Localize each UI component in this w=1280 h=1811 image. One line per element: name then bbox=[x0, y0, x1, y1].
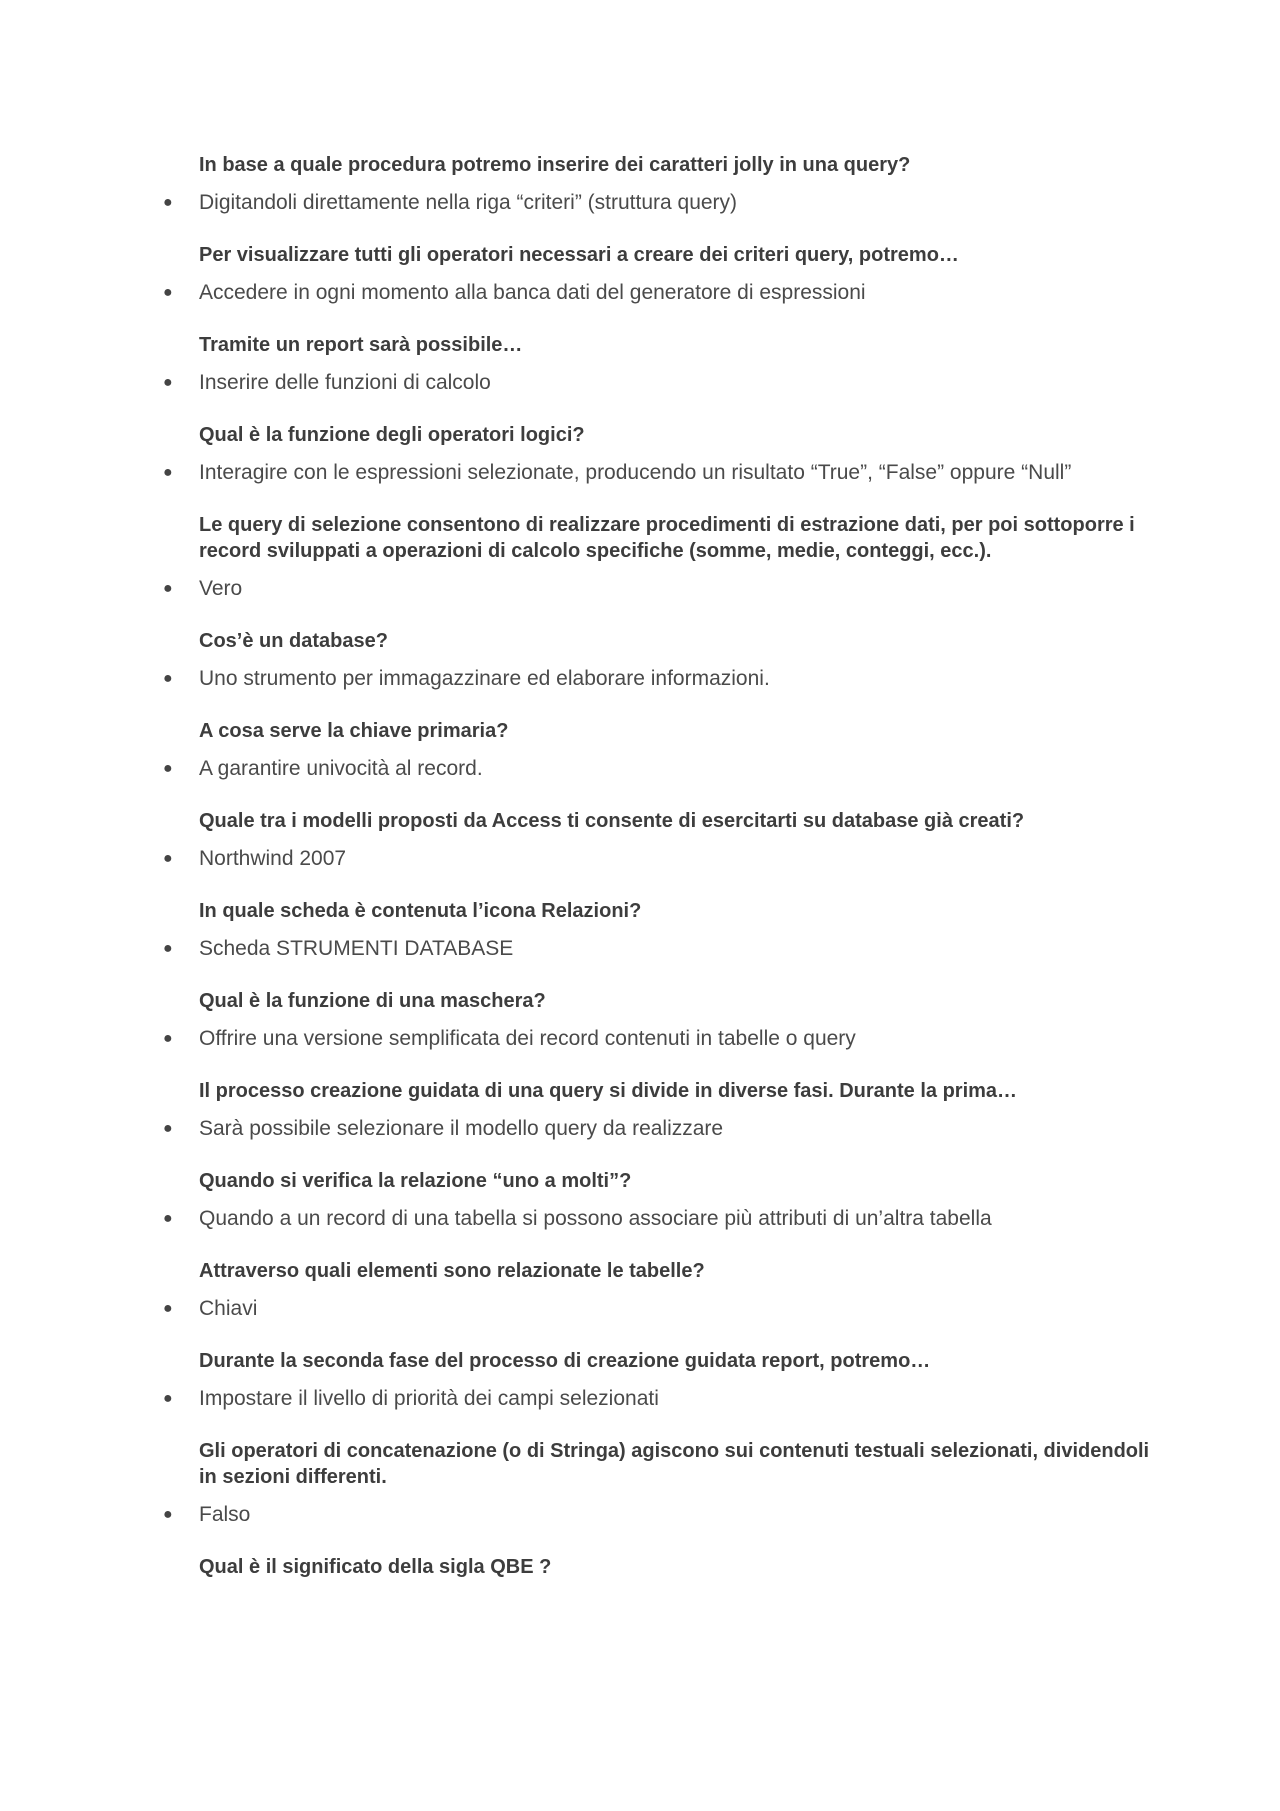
question-text: Quale tra i modelli proposti da Access ti consente di esercitarti su database già creati? bbox=[199, 810, 1025, 832]
bullet-icon: ● bbox=[163, 464, 173, 481]
answer-text: Sarà possibile selezionare il modello query da realizzare bbox=[199, 1117, 724, 1140]
question-text: In base a quale procedura potremo inserire dei caratteri jolly in una query? bbox=[199, 154, 911, 176]
qa-item bbox=[163, 628, 1159, 692]
bullet-icon: ● bbox=[163, 1120, 173, 1137]
question-text: Durante la seconda fase del processo di creazione guidata report, potremo… bbox=[199, 1350, 931, 1372]
qa-item bbox=[163, 808, 1159, 872]
answer-item bbox=[163, 1116, 1159, 1142]
question-text: Qual è la funzione di una maschera? bbox=[199, 990, 546, 1012]
question-text: Quando si verifica la relazione “uno a molti”? bbox=[199, 1170, 632, 1192]
answer-text: Uno strumento per immagazzinare ed elaborare informazioni. bbox=[199, 667, 770, 690]
answer-text: Quando a un record di una tabella si possono associare più attributi di un’altra tabella bbox=[199, 1207, 992, 1230]
bullet-icon: ● bbox=[163, 940, 173, 957]
qa-item bbox=[199, 1554, 1159, 1580]
qa-item bbox=[163, 1258, 1159, 1322]
answer-text: Falso bbox=[199, 1503, 251, 1526]
question-text: A cosa serve la chiave primaria? bbox=[199, 720, 509, 742]
qa-item bbox=[163, 512, 1159, 602]
bullet-icon: ● bbox=[163, 1210, 173, 1227]
question-text: Cos’è un database? bbox=[199, 630, 388, 652]
question-text: Le query di selezione consentono di realizzare procedimenti di estrazione dati, per poi sottoporre i record sviluppati a operazioni di calcolo specifiche (somme, medie, conteggi, ecc.). bbox=[199, 514, 1135, 562]
bullet-icon: ● bbox=[163, 194, 173, 211]
bullet-icon: ● bbox=[163, 670, 173, 687]
bullet-icon: ● bbox=[163, 374, 173, 391]
qa-item bbox=[163, 1168, 1159, 1232]
question-text: Qual è il significato della sigla QBE ? bbox=[199, 1556, 552, 1578]
question-text: Per visualizzare tutti gli operatori necessari a creare dei criteri query, potremo… bbox=[199, 244, 959, 266]
qa-item bbox=[163, 1348, 1159, 1412]
answer-text: Impostare il livello di priorità dei campi selezionati bbox=[199, 1387, 659, 1410]
qa-item bbox=[163, 718, 1159, 782]
qa-item bbox=[163, 1438, 1159, 1528]
qa-item bbox=[163, 898, 1159, 962]
answer-text: Interagire con le espressioni selezionate, producendo un risultato “True”, “False” oppure “Null” bbox=[199, 461, 1072, 484]
qa-item bbox=[163, 332, 1159, 396]
question-text: Attraverso quali elementi sono relazionate le tabelle? bbox=[199, 1260, 705, 1282]
answer-item bbox=[163, 1206, 1159, 1232]
qa-item bbox=[163, 1078, 1159, 1142]
qa-item bbox=[163, 422, 1159, 486]
answer-text: Inserire delle funzioni di calcolo bbox=[199, 371, 491, 394]
qa-item bbox=[163, 988, 1159, 1052]
answer-item bbox=[163, 1026, 1159, 1052]
bullet-icon: ● bbox=[163, 850, 173, 867]
qa-list bbox=[163, 152, 1159, 1606]
answer-text: Vero bbox=[199, 577, 243, 600]
answer-item bbox=[163, 756, 1159, 782]
answer-item bbox=[163, 666, 1159, 692]
bullet-icon: ● bbox=[163, 580, 173, 597]
answer-text: Chiavi bbox=[199, 1297, 258, 1320]
answer-item bbox=[163, 190, 1159, 216]
qa-item bbox=[163, 152, 1159, 216]
answer-item bbox=[163, 1386, 1159, 1412]
qa-item bbox=[163, 242, 1159, 306]
answer-item bbox=[163, 576, 1159, 602]
answer-text: Scheda STRUMENTI DATABASE bbox=[199, 937, 514, 960]
question-text: Il processo creazione guidata di una query si divide in diverse fasi. Durante la prima… bbox=[199, 1080, 1018, 1102]
bullet-icon: ● bbox=[163, 1300, 173, 1317]
question-text: Tramite un report sarà possibile… bbox=[199, 334, 523, 356]
question-text: In quale scheda è contenuta l’icona Relazioni? bbox=[199, 900, 642, 922]
answer-text: Northwind 2007 bbox=[199, 847, 347, 870]
question-text: Qual è la funzione degli operatori logici? bbox=[199, 424, 585, 446]
answer-item bbox=[163, 846, 1159, 872]
answer-item bbox=[163, 460, 1159, 486]
answer-item bbox=[163, 936, 1159, 962]
answer-item bbox=[163, 1296, 1159, 1322]
bullet-icon: ● bbox=[163, 1030, 173, 1047]
question-text: Gli operatori di concatenazione (o di Stringa) agiscono sui contenuti testuali selezionati, dividendoli in sezioni differenti. bbox=[199, 1440, 1150, 1488]
bullet-icon: ● bbox=[163, 1506, 173, 1523]
answer-text: A garantire univocità al record. bbox=[199, 757, 483, 780]
answer-text: Offrire una versione semplificata dei record contenuti in tabelle o query bbox=[199, 1027, 856, 1050]
answer-text: Digitandoli direttamente nella riga “criteri” (struttura query) bbox=[199, 191, 738, 214]
bullet-icon: ● bbox=[163, 1390, 173, 1407]
answer-item bbox=[163, 280, 1159, 306]
answer-item bbox=[163, 1502, 1159, 1528]
bullet-icon: ● bbox=[163, 760, 173, 777]
answer-text: Accedere in ogni momento alla banca dati del generatore di espressioni bbox=[199, 281, 866, 304]
bullet-icon: ● bbox=[163, 284, 173, 301]
answer-item bbox=[163, 370, 1159, 396]
